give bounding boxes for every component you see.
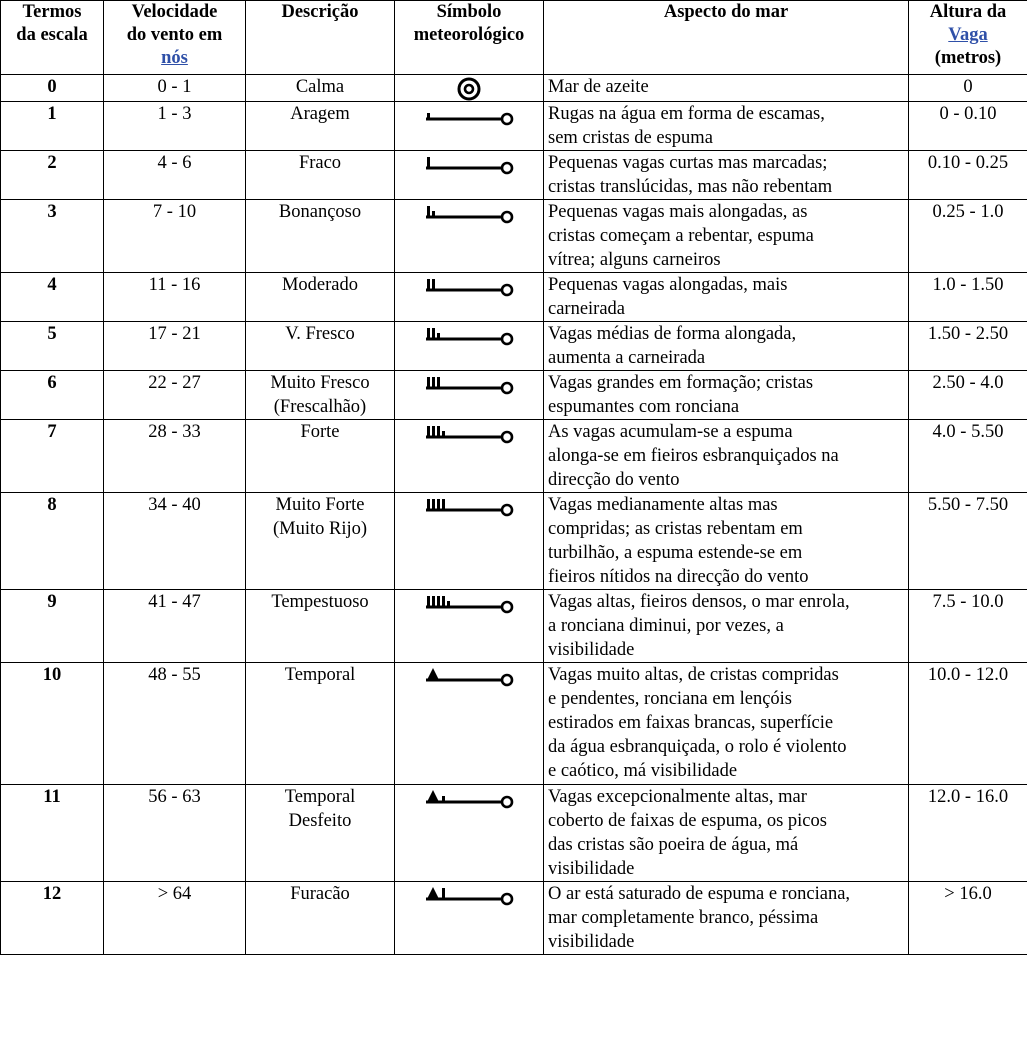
wave-height: 4.0 - 5.50	[909, 420, 1027, 493]
wave-link[interactable]: Vaga	[948, 25, 988, 45]
wind-speed: 28 - 33	[104, 420, 246, 493]
wind-barb-force-2-icon	[424, 153, 514, 175]
wind-barb-force-8-icon	[424, 495, 514, 517]
wind-description: Muito Forte (Muito Rijo)	[246, 493, 395, 590]
table-row	[1, 420, 1027, 493]
table-row	[1, 785, 1027, 882]
force-number: 0	[1, 75, 104, 102]
sea-aspect: Vagas medianamente altas mas compridas; as cristas rebentam em turbilhão, a espuma estende-se em fieiros nítidos na direcção do vento	[544, 493, 909, 590]
table-body	[1, 75, 1027, 955]
force-number: 12	[1, 882, 104, 955]
table-row	[1, 663, 1027, 785]
wind-barb-force-12-icon	[424, 884, 514, 906]
header-row	[1, 1, 1027, 75]
header-description: Descrição	[246, 1, 395, 75]
wind-speed: 11 - 16	[104, 273, 246, 322]
wind-description: Bonançoso	[246, 200, 395, 273]
wave-height: 0.25 - 1.0	[909, 200, 1027, 273]
wind-speed: 17 - 21	[104, 322, 246, 371]
wind-speed: 0 - 1	[104, 75, 246, 102]
table-row	[1, 200, 1027, 273]
wind-speed: 1 - 3	[104, 102, 246, 151]
wave-height: 7.5 - 10.0	[909, 590, 1027, 663]
table-row	[1, 371, 1027, 420]
force-number: 2	[1, 151, 104, 200]
symbol-cell	[395, 200, 544, 273]
knots-link[interactable]: nós	[161, 48, 188, 68]
wind-description: Temporal	[246, 663, 395, 785]
sea-aspect: Vagas altas, fieiros densos, o mar enrola, a ronciana diminui, por vezes, a visibilidade	[544, 590, 909, 663]
wind-barb-force-9-icon	[424, 592, 514, 614]
wind-speed: > 64	[104, 882, 246, 955]
wave-height: 10.0 - 12.0	[909, 663, 1027, 785]
symbol-cell	[395, 785, 544, 882]
header-symbol: Símbolo meteorológico	[395, 1, 544, 75]
header-force: Termos da escala	[1, 1, 104, 75]
force-number: 6	[1, 371, 104, 420]
symbol-cell	[395, 590, 544, 663]
sea-aspect: As vagas acumulam-se a espuma alonga-se em fieiros esbranquiçados na direcção do vento	[544, 420, 909, 493]
wind-description: Furacão	[246, 882, 395, 955]
header-wave-height: Altura da Vaga (metros)	[909, 1, 1027, 75]
force-number: 7	[1, 420, 104, 493]
symbol-cell	[395, 151, 544, 200]
symbol-cell	[395, 75, 544, 102]
wind-description: Temporal Desfeito	[246, 785, 395, 882]
sea-aspect: Rugas na água em forma de escamas, sem cristas de espuma	[544, 102, 909, 151]
wave-height: 12.0 - 16.0	[909, 785, 1027, 882]
wind-barb-force-11-icon	[424, 787, 514, 809]
sea-aspect: Vagas médias de forma alongada, aumenta a carneirada	[544, 322, 909, 371]
wind-barb-force-10-icon	[424, 665, 514, 687]
wave-height: 0 - 0.10	[909, 102, 1027, 151]
wind-speed: 22 - 27	[104, 371, 246, 420]
wave-height: 0	[909, 75, 1027, 102]
table-row	[1, 493, 1027, 590]
wind-description: V. Fresco	[246, 322, 395, 371]
wind-speed: 34 - 40	[104, 493, 246, 590]
symbol-cell	[395, 322, 544, 371]
sea-aspect: O ar está saturado de espuma e ronciana, mar completamente branco, péssima visibilidade	[544, 882, 909, 955]
symbol-cell	[395, 273, 544, 322]
symbol-cell	[395, 420, 544, 493]
force-number: 8	[1, 493, 104, 590]
wave-height: 0.10 - 0.25	[909, 151, 1027, 200]
force-number: 10	[1, 663, 104, 785]
sea-aspect: Pequenas vagas curtas mas marcadas; cristas translúcidas, mas não rebentam	[544, 151, 909, 200]
calm-circle-icon	[454, 77, 484, 101]
wind-description: Fraco	[246, 151, 395, 200]
table-header	[1, 1, 1027, 75]
wind-description: Muito Fresco (Frescalhão)	[246, 371, 395, 420]
wind-speed: 4 - 6	[104, 151, 246, 200]
wave-height: 2.50 - 4.0	[909, 371, 1027, 420]
symbol-cell	[395, 663, 544, 785]
header-wind-speed: Velocidade do vento em nós	[104, 1, 246, 75]
table-row	[1, 273, 1027, 322]
wave-height: 1.50 - 2.50	[909, 322, 1027, 371]
wind-description: Calma	[246, 75, 395, 102]
sea-aspect: Vagas muito altas, de cristas compridas e pendentes, ronciana em lençóis estirados em faixas brancas, superfície da água esbranquiçada, o rolo é violento e caótico, má visibilidade	[544, 663, 909, 785]
wind-description: Tempestuoso	[246, 590, 395, 663]
sea-aspect: Vagas grandes em formação; cristas espumantes com ronciana	[544, 371, 909, 420]
wind-speed: 56 - 63	[104, 785, 246, 882]
force-number: 1	[1, 102, 104, 151]
force-number: 5	[1, 322, 104, 371]
wind-description: Aragem	[246, 102, 395, 151]
table-row	[1, 590, 1027, 663]
symbol-cell	[395, 371, 544, 420]
header-sea-aspect: Aspecto do mar	[544, 1, 909, 75]
wind-speed: 41 - 47	[104, 590, 246, 663]
table-row	[1, 102, 1027, 151]
sea-aspect: Vagas excepcionalmente altas, mar coberto de faixas de espuma, os picos das cristas são poeira de água, má visibilidade	[544, 785, 909, 882]
wind-barb-force-1-icon	[424, 104, 514, 126]
force-number: 9	[1, 590, 104, 663]
wind-barb-force-7-icon	[424, 422, 514, 444]
symbol-cell	[395, 882, 544, 955]
wave-height: 5.50 - 7.50	[909, 493, 1027, 590]
wind-description: Forte	[246, 420, 395, 493]
symbol-cell	[395, 102, 544, 151]
sea-aspect: Pequenas vagas alongadas, mais carneirada	[544, 273, 909, 322]
force-number: 3	[1, 200, 104, 273]
wind-speed: 7 - 10	[104, 200, 246, 273]
wind-barb-force-3-icon	[424, 202, 514, 224]
wind-barb-force-6-icon	[424, 373, 514, 395]
sea-aspect: Pequenas vagas mais alongadas, as cristas começam a rebentar, espuma vítrea; alguns carneiros	[544, 200, 909, 273]
wind-barb-force-4-icon	[424, 275, 514, 297]
symbol-cell	[395, 493, 544, 590]
force-number: 4	[1, 273, 104, 322]
sea-aspect: Mar de azeite	[544, 75, 909, 102]
wind-speed: 48 - 55	[104, 663, 246, 785]
wind-barb-force-5-icon	[424, 324, 514, 346]
force-number: 11	[1, 785, 104, 882]
table-row	[1, 151, 1027, 200]
table-row	[1, 882, 1027, 955]
table-row	[1, 75, 1027, 102]
wave-height: > 16.0	[909, 882, 1027, 955]
table-row	[1, 322, 1027, 371]
wind-description: Moderado	[246, 273, 395, 322]
wave-height: 1.0 - 1.50	[909, 273, 1027, 322]
